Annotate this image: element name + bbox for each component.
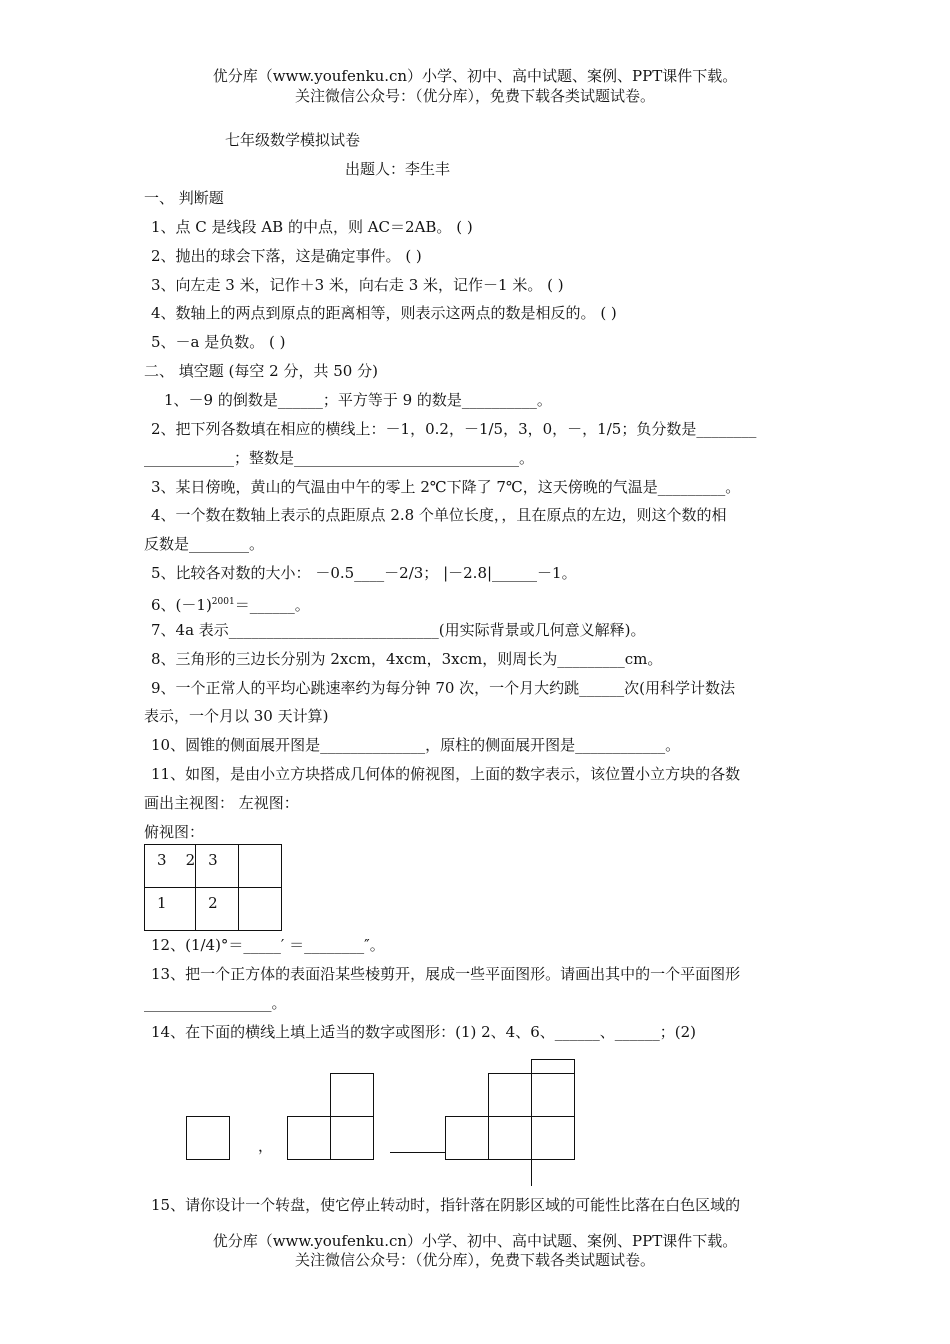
footer-line-2: 关注微信公众号：（优分库），免费下载各类试题试卷。 bbox=[294, 1251, 655, 1269]
fill-q9-line1: 9、一个正常人的平均心跳速率约为每分钟 70 次，一个月大约跳______次(用科学计数法 bbox=[151, 679, 736, 697]
top-view-label: 俯视图： bbox=[144, 823, 205, 841]
fill-q10: 10、圆锥的侧面展开图是______________，原柱的侧面展开图是____________。 bbox=[151, 736, 681, 754]
pattern-square bbox=[488, 1073, 532, 1117]
grid-row bbox=[145, 845, 282, 888]
fill-q6 bbox=[151, 592, 310, 615]
fill-q6-base: 6、(－1) bbox=[151, 596, 212, 614]
judge-q5: 5、－a 是负数。 ( ) bbox=[151, 333, 286, 351]
judge-q2: 2、抛出的球会下落，这是确定事件。 ( ) bbox=[151, 247, 422, 265]
pattern-square bbox=[330, 1073, 374, 1117]
judge-q1: 1、点 C 是线段 AB 的中点，则 AC＝2AB。 ( ) bbox=[151, 218, 473, 236]
judge-q4: 4、数轴上的两点到原点的距离相等，则表示这两点的数是相反的。 ( ) bbox=[151, 304, 617, 322]
grid-row bbox=[145, 888, 282, 931]
fill-q3: 3、某日傍晚，黄山的气温由中午的零上 2℃下降了 7℃，这天傍晚的气温是_________。 bbox=[151, 478, 741, 496]
author: 出题人：李生丰 bbox=[345, 160, 451, 178]
pattern-comma: ， bbox=[258, 1137, 274, 1155]
pattern-square bbox=[445, 1116, 489, 1160]
pattern-square bbox=[330, 1116, 374, 1160]
fill-q12: 12、(1/4)°＝_____′ ＝________″。 bbox=[151, 936, 385, 954]
pattern-square bbox=[531, 1073, 575, 1117]
grid-cell bbox=[239, 888, 282, 931]
fill-q6-exponent: 2001 bbox=[211, 597, 235, 607]
page-title: 七年级数学模拟试卷 bbox=[225, 131, 361, 149]
fill-q7: 7、4a 表示____________________________(用实际背景或几何意义解释)。 bbox=[151, 621, 646, 639]
judge-q3: 3、向左走 3 米，记作＋3 米，向右走 3 米，记作－1 米。 ( ) bbox=[151, 276, 564, 294]
fill-q9-line2: 表示，一个月以 30 天计算) bbox=[144, 707, 329, 725]
fill-q11-line1: 11、如图，是由小立方块搭成几何体的俯视图，上面的数字表示，该位置小立方块的各数 bbox=[151, 765, 741, 783]
fill-q11-line2: 画出主视图： 左视图： bbox=[144, 794, 299, 812]
pattern-edge bbox=[531, 1160, 532, 1186]
section1-heading: 一、 判断题 bbox=[144, 189, 224, 207]
pattern-edge bbox=[531, 1059, 575, 1060]
footer-line-1: 优分库（www.youfenku.cn）小学、初中、高中试题、案例、PPT课件下载。 bbox=[212, 1232, 738, 1250]
fill-q13-line1: 13、把一个正方体的表面沿某些棱剪开，展成一些平面图形。请画出其中的一个平面图形 bbox=[151, 965, 741, 983]
fill-q2-line1: 2、把下列各数填在相应的横线上：－1，0.2，－1/5，3，0，－，1/5；负分数是________ bbox=[151, 420, 757, 438]
grid-cell: 1 bbox=[145, 888, 196, 931]
fill-q8: 8、三角形的三边长分别为 2xcm，4xcm，3xcm，则周长为_________cm。 bbox=[151, 650, 663, 668]
grid-cell bbox=[239, 845, 282, 888]
fill-q14: 14、在下面的横线上填上适当的数字或图形：(1) 2、4、6、______、______；(2) bbox=[151, 1023, 696, 1041]
pattern-square bbox=[531, 1116, 575, 1160]
grid-cell: 3 bbox=[196, 845, 239, 888]
pattern-edge bbox=[531, 1059, 532, 1073]
pattern-edge bbox=[574, 1059, 575, 1073]
pattern-square bbox=[186, 1116, 230, 1160]
top-view-grid bbox=[144, 844, 282, 931]
fill-q4-line2: 反数是________。 bbox=[144, 535, 265, 553]
answer-blank-line bbox=[390, 1152, 445, 1153]
fill-q4-line1: 4、一个数在数轴上表示的点距原点 2.8 个单位长度，，且在原点的左边，则这个数的相 bbox=[151, 506, 727, 524]
pattern-square bbox=[488, 1116, 532, 1160]
header-line-1: 优分库（www.youfenku.cn）小学、初中、高中试题、案例、PPT课件下载。 bbox=[212, 67, 738, 85]
pattern-square bbox=[287, 1116, 331, 1160]
grid-cell: 3 2 bbox=[145, 845, 196, 888]
fill-q2-line2: ____________；整数是______________________________。 bbox=[144, 449, 535, 467]
grid-cell: 2 bbox=[196, 888, 239, 931]
fill-q5: 5、比较各对数的大小： －0.5____－2/3； |－2.8|______－1。 bbox=[151, 564, 577, 582]
fill-q1: 1、－9 的倒数是______；平方等于 9 的数是__________。 bbox=[164, 391, 552, 409]
header-line-2: 关注微信公众号：（优分库），免费下载各类试题试卷。 bbox=[294, 87, 655, 105]
section2-heading: 二、 填空题 (每空 2 分，共 50 分) bbox=[144, 362, 378, 380]
fill-q6-rest: ＝______。 bbox=[234, 596, 310, 614]
fill-q13-line2: _________________。 bbox=[144, 994, 287, 1012]
fill-q15: 15、请你设计一个转盘，使它停止转动时，指针落在阴影区域的可能性比落在白色区域的 bbox=[151, 1196, 741, 1214]
